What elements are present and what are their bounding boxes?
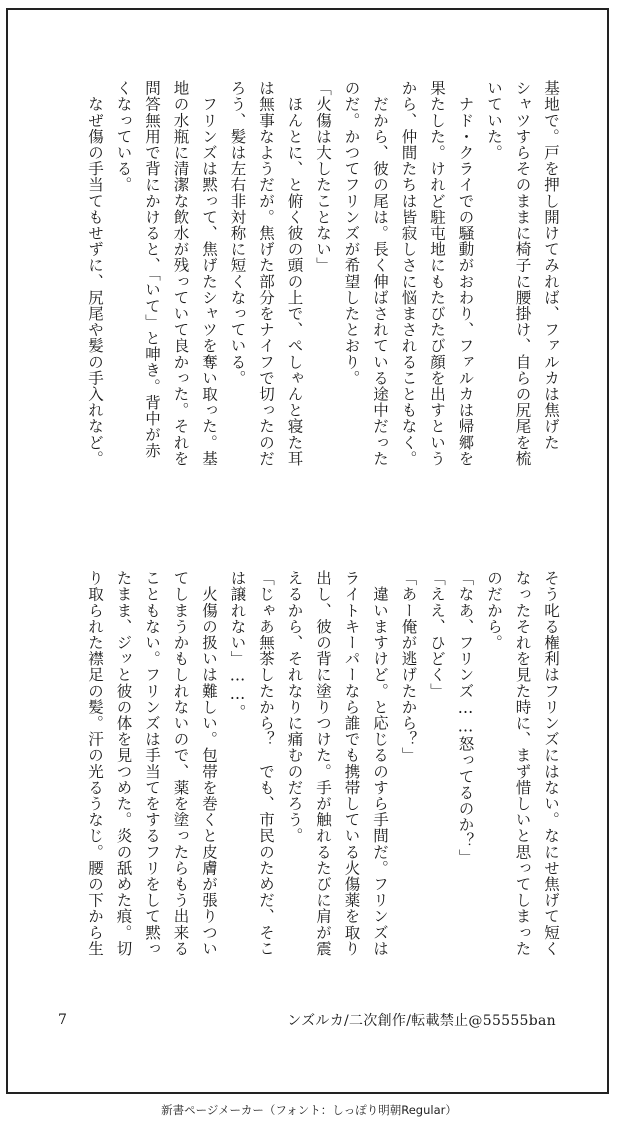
text-line: は譲れない」……。 xyxy=(228,570,247,720)
text-line: 火傷の扱いは難しい。包帯を巻くと皮膚が張りつい xyxy=(200,570,218,957)
text-line: り取られた襟足の髪。汗の光るうなじ。腰の下から生 xyxy=(86,570,104,957)
text-line: いていた。 xyxy=(485,80,503,161)
text-line: 「なあ、フリンズ……怒ってるのか？」 xyxy=(456,570,475,865)
text-line: は無事なようだが。焦げた部分をナイフで切ったのだ xyxy=(257,80,275,467)
text-line: 「ええ、ひどく」 xyxy=(428,570,446,699)
text-line: 出し、彼の背に塗りつけた。手が触れるたびに肩が震 xyxy=(314,570,332,957)
text-line: のだ。かつてフリンズが希望したとおり。 xyxy=(342,80,361,386)
text-line: 違いますけど。と応じるのすら手間だ。フリンズは xyxy=(371,570,389,957)
text-line: 地の水瓶に清潔な飲水が残っていて良かった。それを xyxy=(171,80,190,467)
text-line: てしまうかもしれないので、薬を塗ったらもう出来る xyxy=(171,570,190,957)
text-line: ナド・クライでの騒動がおわり、ファルカは帰郷を xyxy=(456,80,475,467)
lower-text-block xyxy=(55,570,565,1000)
text-line: ライトキーパーなら誰でも携帯している火傷薬を取り xyxy=(342,570,361,957)
text-line: 基地で。戸を押し開けてみれば、ファルカは焦げた xyxy=(542,80,560,451)
text-line: のだから。 xyxy=(485,570,503,651)
text-line: 「あー俺が逃げたから？」 xyxy=(399,570,418,764)
text-line: くなっている。 xyxy=(114,80,133,193)
page-maker-caption: 新書ページメーカー（フォント：しっぽり明朝Regular） xyxy=(161,1103,457,1117)
text-line: フリンズは黙って、焦げたシャツを奪い取った。基 xyxy=(200,80,218,467)
text-line: だから、彼の尾は。長く伸ばされている途中だった xyxy=(371,80,389,467)
text-line: から、仲間たちは皆寂しさに悩まされることもなく。 xyxy=(399,80,418,467)
author-credit: ンズルカ/二次創作/転載禁止@55555ban xyxy=(287,1013,556,1029)
text-line: シャツすらそのままに椅子に腰掛け、自らの尻尾を梳 xyxy=(513,80,532,467)
text-line: 「じゃあ無茶したから？ でも、市民のためだ、そこ xyxy=(257,570,275,957)
text-line: こともない。フリンズは手当てをするフリをして黙っ xyxy=(143,570,161,957)
text-line: 果たした。けれど駐屯地にもたびたび顔を出すという xyxy=(428,80,446,467)
text-line: ほんとに、と俯く彼の頭の上で、ぺしゃんと寝た耳 xyxy=(285,80,304,467)
page-number: 7 xyxy=(58,1012,67,1028)
text-line: たまま、ジッと彼の体を見つめた。炎の舐めた痕。切 xyxy=(114,570,133,957)
upper-text-block xyxy=(55,80,565,510)
text-line: ろう、髪は左右非対称に短くなっている。 xyxy=(228,80,247,386)
text-line: えるから、それなりに痛むのだろう。 xyxy=(285,570,304,844)
text-line: そう叱る権利はフリンズにはない。なにせ焦げて短く xyxy=(542,570,560,957)
text-line: なぜ傷の手当てもせずに、尻尾や髪の手入れなど。 xyxy=(86,80,104,467)
text-line: なったそれを見た時に、まず惜しいと思ってしまった xyxy=(513,570,532,957)
text-line: 問答無用で背にかけると、「いて」と呻き。背中が赤 xyxy=(143,80,161,459)
text-line: 「火傷は大したことない」 xyxy=(314,80,332,274)
